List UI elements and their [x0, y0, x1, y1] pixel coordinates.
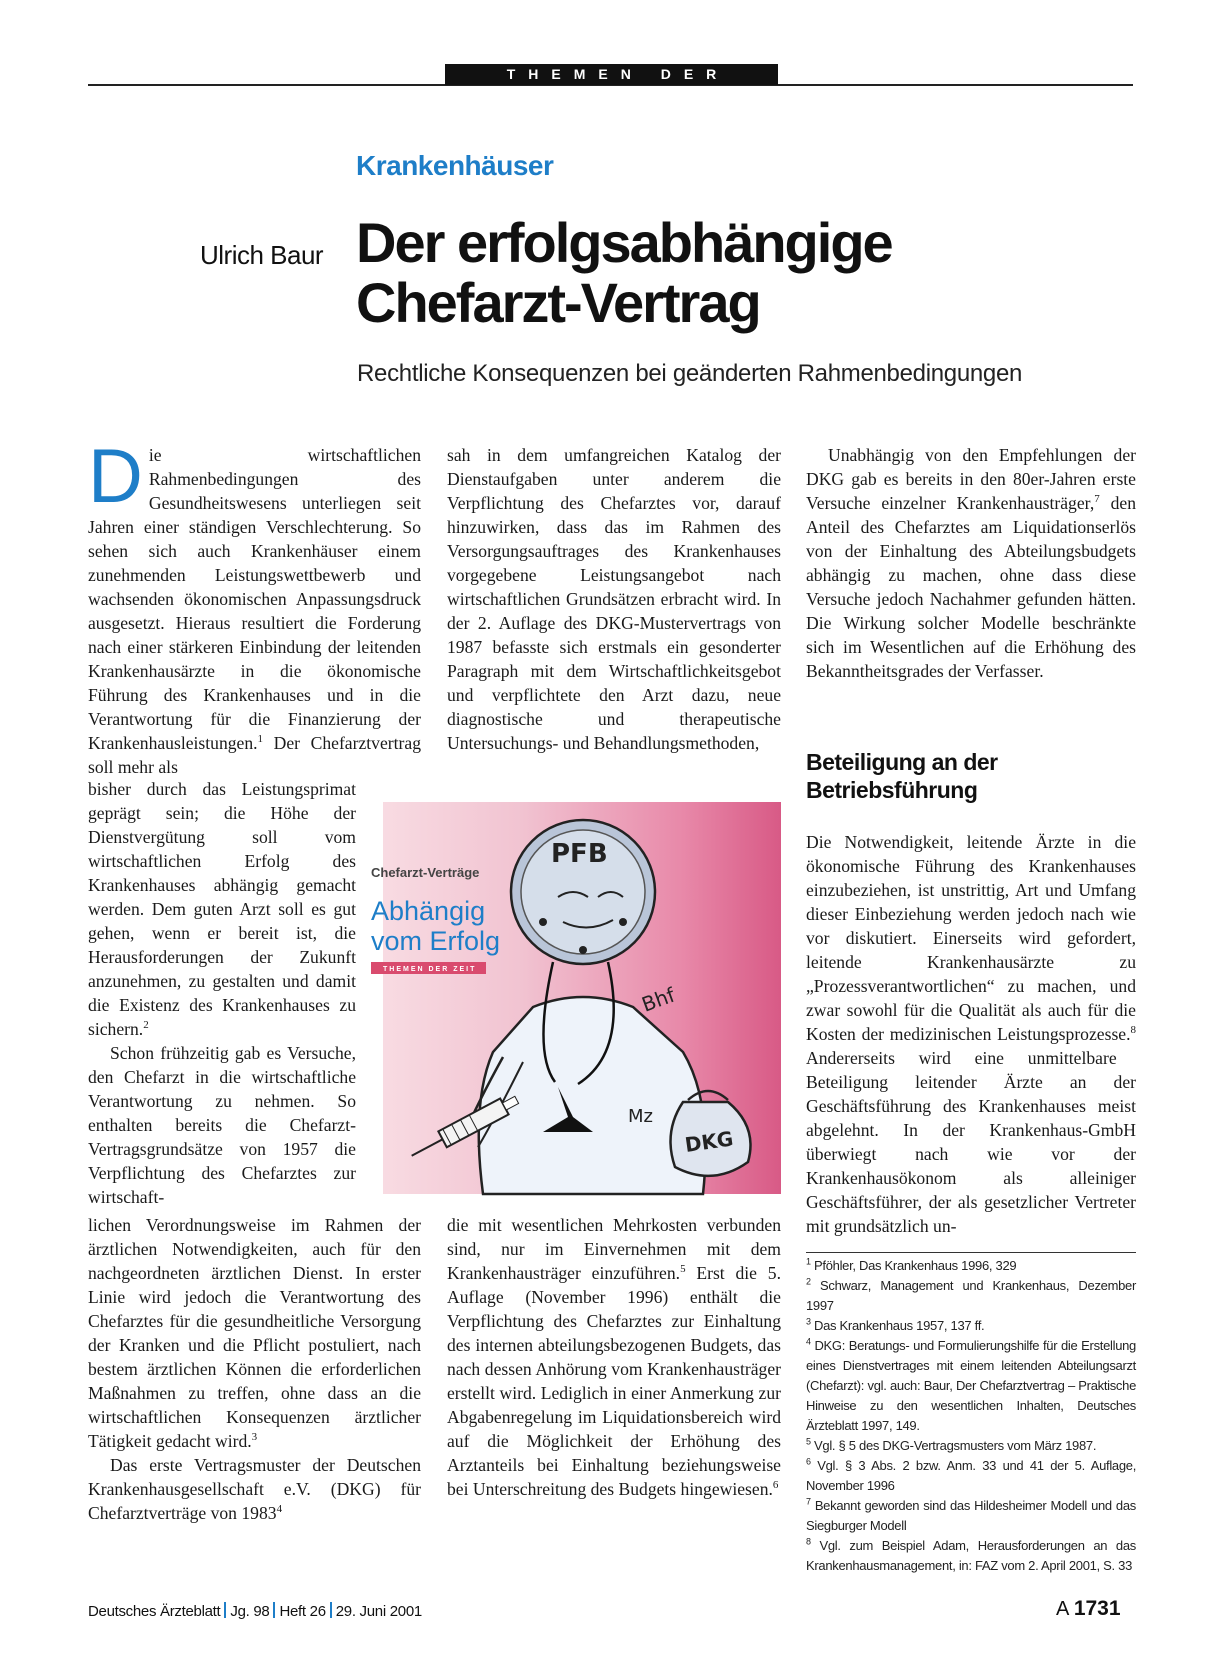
- page-footer: [88, 1602, 422, 1620]
- body-column-1-middle: [88, 777, 356, 1209]
- footnote-ref-4: 4: [276, 1503, 283, 1516]
- footnote-item: $^6$ Vgl. § 3 Abs. 2 bzw. Anm. 33 und 41 der 5. Auflage, November 1996: [806, 1456, 1137, 1493]
- body-column-1-bottom: [88, 1213, 421, 1525]
- paragraph-3-end-b: Erst die 5. Auflage (November 1996) enthält die Verpflichtung des Chefarztes zur Einhaltung des internen abteilungsbezogenen Budgets, das nach dessen Anhörung vom Krankenhausträger erstellt wird. Lediglich in einer Anmerkung zur Abgabenregelung im Liquidationsbereich wird auf die Möglichkeit der Erhöhung des Arztanteils bei Einhaltung beziehungsweise bei Unterschreitung des Budgets hingewiesen.: [447, 1263, 781, 1499]
- paragraph-4: Unabhängig von den Empfehlungen der DKG gab es bereits in den 80er-Jahren erste Versuche einzelner Krankenhausträger,: [806, 445, 1136, 513]
- footnote-ref-6: 6: [772, 1479, 779, 1492]
- volume: Jg. 98: [230, 1603, 270, 1620]
- journal-name: Deutsches Ärzteblatt: [88, 1603, 221, 1620]
- body-column-2-top: [447, 443, 781, 755]
- cartoon-doctor-illustration: [371, 802, 781, 1194]
- footnote-item: $^7$ Bekannt geworden sind das Hildesheimer Modell und das Siegburger Modell: [806, 1496, 1136, 1533]
- headline-line-1: Der erfolgsabhängige: [356, 211, 892, 274]
- figure-band-text: THEMEN DER ZEIT: [383, 966, 477, 973]
- subtitle: Rechtliche Konsequenzen bei geänderten Rahmenbedingungen: [357, 360, 1023, 387]
- illustration: [371, 802, 781, 1194]
- body-column-1-top: [88, 434, 421, 777]
- page-prefix: A: [1056, 1598, 1069, 1620]
- body-column-3-top: [806, 443, 1136, 683]
- figure-title-line-1: Abhängig: [371, 896, 486, 926]
- body-column-3-bottom: [806, 830, 1136, 1238]
- footnote-item: $^8$ Vgl. zum Beispiel Adam, Herausforderungen an das Krankenhausmanagement, in: FAZ vom 2. April 2001, S. 33: [806, 1536, 1136, 1573]
- headline: [356, 213, 1116, 333]
- footnote-ref-1: 1: [257, 733, 264, 746]
- drop-cap: D: [88, 434, 143, 519]
- issue: Heft 26: [279, 1603, 326, 1620]
- paragraph-5-b: Andererseits wird eine unmittelbare Beteiligung leitender Ärzte an der Geschäftsführung des Krankenhauses meist abgelehnt. In der Krankenhaus-GmbH überwiegt nach wie vor der Krankenhausökonom als alleiniger Geschäftsführer, der als gesetzlicher Vertreter mit grundsätzlich un-: [806, 1048, 1136, 1236]
- pocket-text: Mz: [628, 1106, 653, 1127]
- page-number: [1056, 1597, 1121, 1621]
- section-heading: Beteiligung an der Betriebsführung: [806, 749, 998, 803]
- footnote-item: $^3$ Das Krankenhaus 1957, 137 ff.: [806, 1316, 985, 1333]
- footnote-rule: [806, 1252, 1136, 1253]
- paragraph-5: Die Notwendigkeit, leitende Ärzte in die ökonomische Führung des Krankenhauses einzubeziehen, ist unstrittig, Art und Umfang dieser Einbeziehung werden jedoch nach wie vor diskutiert. Einerseits wird gefordert, leitende Krankenhausärzte zu „Prozessverantwortlichen“ zu machen, und zwar sowohl für die Qualität als auch für die Kosten der medizinischen Leistungsprozesse.: [806, 832, 1136, 1044]
- bag-text: DKG: [683, 1126, 735, 1157]
- body-column-2-bottom: [447, 1213, 781, 1501]
- footnote-item: $^2$ Schwarz, Management und Krankenhaus, Dezember 1997: [806, 1276, 1137, 1313]
- paragraph-3-end: die mit wesentlichen Mehrkosten verbunden sind, nur im Einvernehmen mit dem Krankenhausträger einzuführen.: [447, 1215, 781, 1283]
- footnote-ref-3: 3: [251, 1431, 258, 1444]
- kicker: Krankenhäuser: [356, 150, 554, 181]
- footnote-ref-8: 8: [1130, 1024, 1136, 1037]
- footnotes: [806, 1256, 1136, 1576]
- head-text: PFB: [551, 839, 608, 869]
- paragraph-3-cont: sah in dem umfangreichen Katalog der Dienstaufgaben unter anderem die Verpflichtung des Chefarztes vor, darauf hinzuwirken, dass das im Rahmen des Versorgungsauftrages des Krankenhauses vorgegebene Leistungsangebot nach wirtschaftlichen Grundsätzen erbracht wird. In der 2. Auflage des DKG-Mustervertrags von 1987 befasste sich erstmals ein gesonderter Paragraph mit dem Wirtschaftlichkeitsgebot und verpflichtete den Arzt dazu, neue diagnostische und therapeutische Untersuchungs- und Behandlungsmethoden,: [447, 445, 781, 753]
- footnote-ref-7: 7: [1094, 493, 1100, 506]
- paragraph-1-cont: bisher durch das Leistungsprimat geprägt sein; die Höhe der Dienstvergütung soll vom wirtschaftlichen Erfolg des Krankenhauses abhängig gemacht werden. Dem guten Arzt soll es gut gehen, wenn er bereit ist, die Herausforderungen der Zukunft anzunehmen, zu gestalten und damit die Existenz des Krankenhauses zu sichern.: [88, 779, 356, 1039]
- headline-line-2: Chefarzt-Vertrag: [356, 271, 760, 334]
- paragraph-3: Das erste Vertragsmuster der Deutschen Krankenhausgesellschaft e.V. (DKG) für Chefarztverträge von 1983: [88, 1455, 421, 1523]
- paragraph-2-cont: lichen Verordnungsweise im Rahmen der ärztlichen Notwendigkeiten, auch für den nachgeordneten ärztlichen Dienst. In erster Linie wird jedoch die Verantwortung des Chefarztes für die gesundheitliche Versorgung der Kranken und die Pflicht postuliert, nach bestem ärztlichen Können die erforderlichen Maßnahmen zu treffen, ohne dass an die wirtschaftlichen Konsequenzen ärztlicher Tätigkeit gedacht wird.: [88, 1215, 421, 1451]
- section-label: THEMEN DER ZEIT: [445, 64, 778, 85]
- paragraph-2: Schon frühzeitig gab es Versuche, den Chefarzt in die wirtschaftliche Verantwortung zu nehmen. So enthalten bereits die Chefarzt-Vertragsgrundsätze von 1957 die Verpflichtung des Chefarztes zur wirtschaft-: [88, 1043, 356, 1207]
- figure-title-line-2: vom Erfolg: [371, 926, 501, 956]
- paragraph-1-tail: Der Chefarztvertrag soll mehr als: [88, 733, 421, 777]
- paragraph-1: ie wirtschaftlichen Rahmenbedingungen des Gesundheitswesens unterliegen seit Jahren einer ständigen Verschlechterung. So sehen sich auch Krankenhäuser einem zunehmenden Leistungswettbewerb und wachsenden ökonomischen Anpassungsdruck ausgesetzt. Hieraus resultiert die Forderung nach einer stärkeren Einbindung der leitenden Krankenhausärzte in die ökonomische Führung des Krankenhauses und in die Verantwortung für die Finanzierung der Krankenhausleistungen.: [88, 445, 421, 753]
- author-name: Ulrich Baur: [200, 240, 324, 270]
- footnote-ref-5: 5: [680, 1263, 686, 1276]
- coat-text: Bhf: [638, 982, 679, 1017]
- footnote-item: $^5$ Vgl. § 5 des DKG-Vertragsmusters vom März 1987.: [806, 1436, 1097, 1453]
- footnote-ref-2: 2: [143, 1019, 149, 1032]
- figure-small-label: Chefarzt-Verträge: [371, 865, 480, 880]
- footnote-item: $^4$ DKG: Beratungs- und Formulierungshilfe für die Erstellung eines Dienstvertrages mit einem leitenden Abteilungsarzt (Chefarzt): vgl. auch: Baur, Der Chefarztvertrag – Praktische Hinweise zu den wesentlichen Inhalten, Deutsches Ärzteblatt 1997, 149.: [806, 1336, 1136, 1433]
- footnote-item: $^1$ Pföhler, Das Krankenhaus 1996, 329: [806, 1256, 1017, 1273]
- paragraph-4-b: den Anteil des Chefarztes am Liquidationserlös von der Einhaltung des Abteilungsbudgets abhängig zu machen, ohne dass diese Versuche jedoch Nachahmer gefunden hätten. Die Wirkung solcher Modelle beschränkte sich im Wesentlichen auf die Erhöhung des Bekanntheitsgrades der Verfasser.: [806, 493, 1136, 681]
- page-number-value: 1731: [1073, 1597, 1121, 1620]
- issue-date: 29. Juni 2001: [335, 1603, 422, 1620]
